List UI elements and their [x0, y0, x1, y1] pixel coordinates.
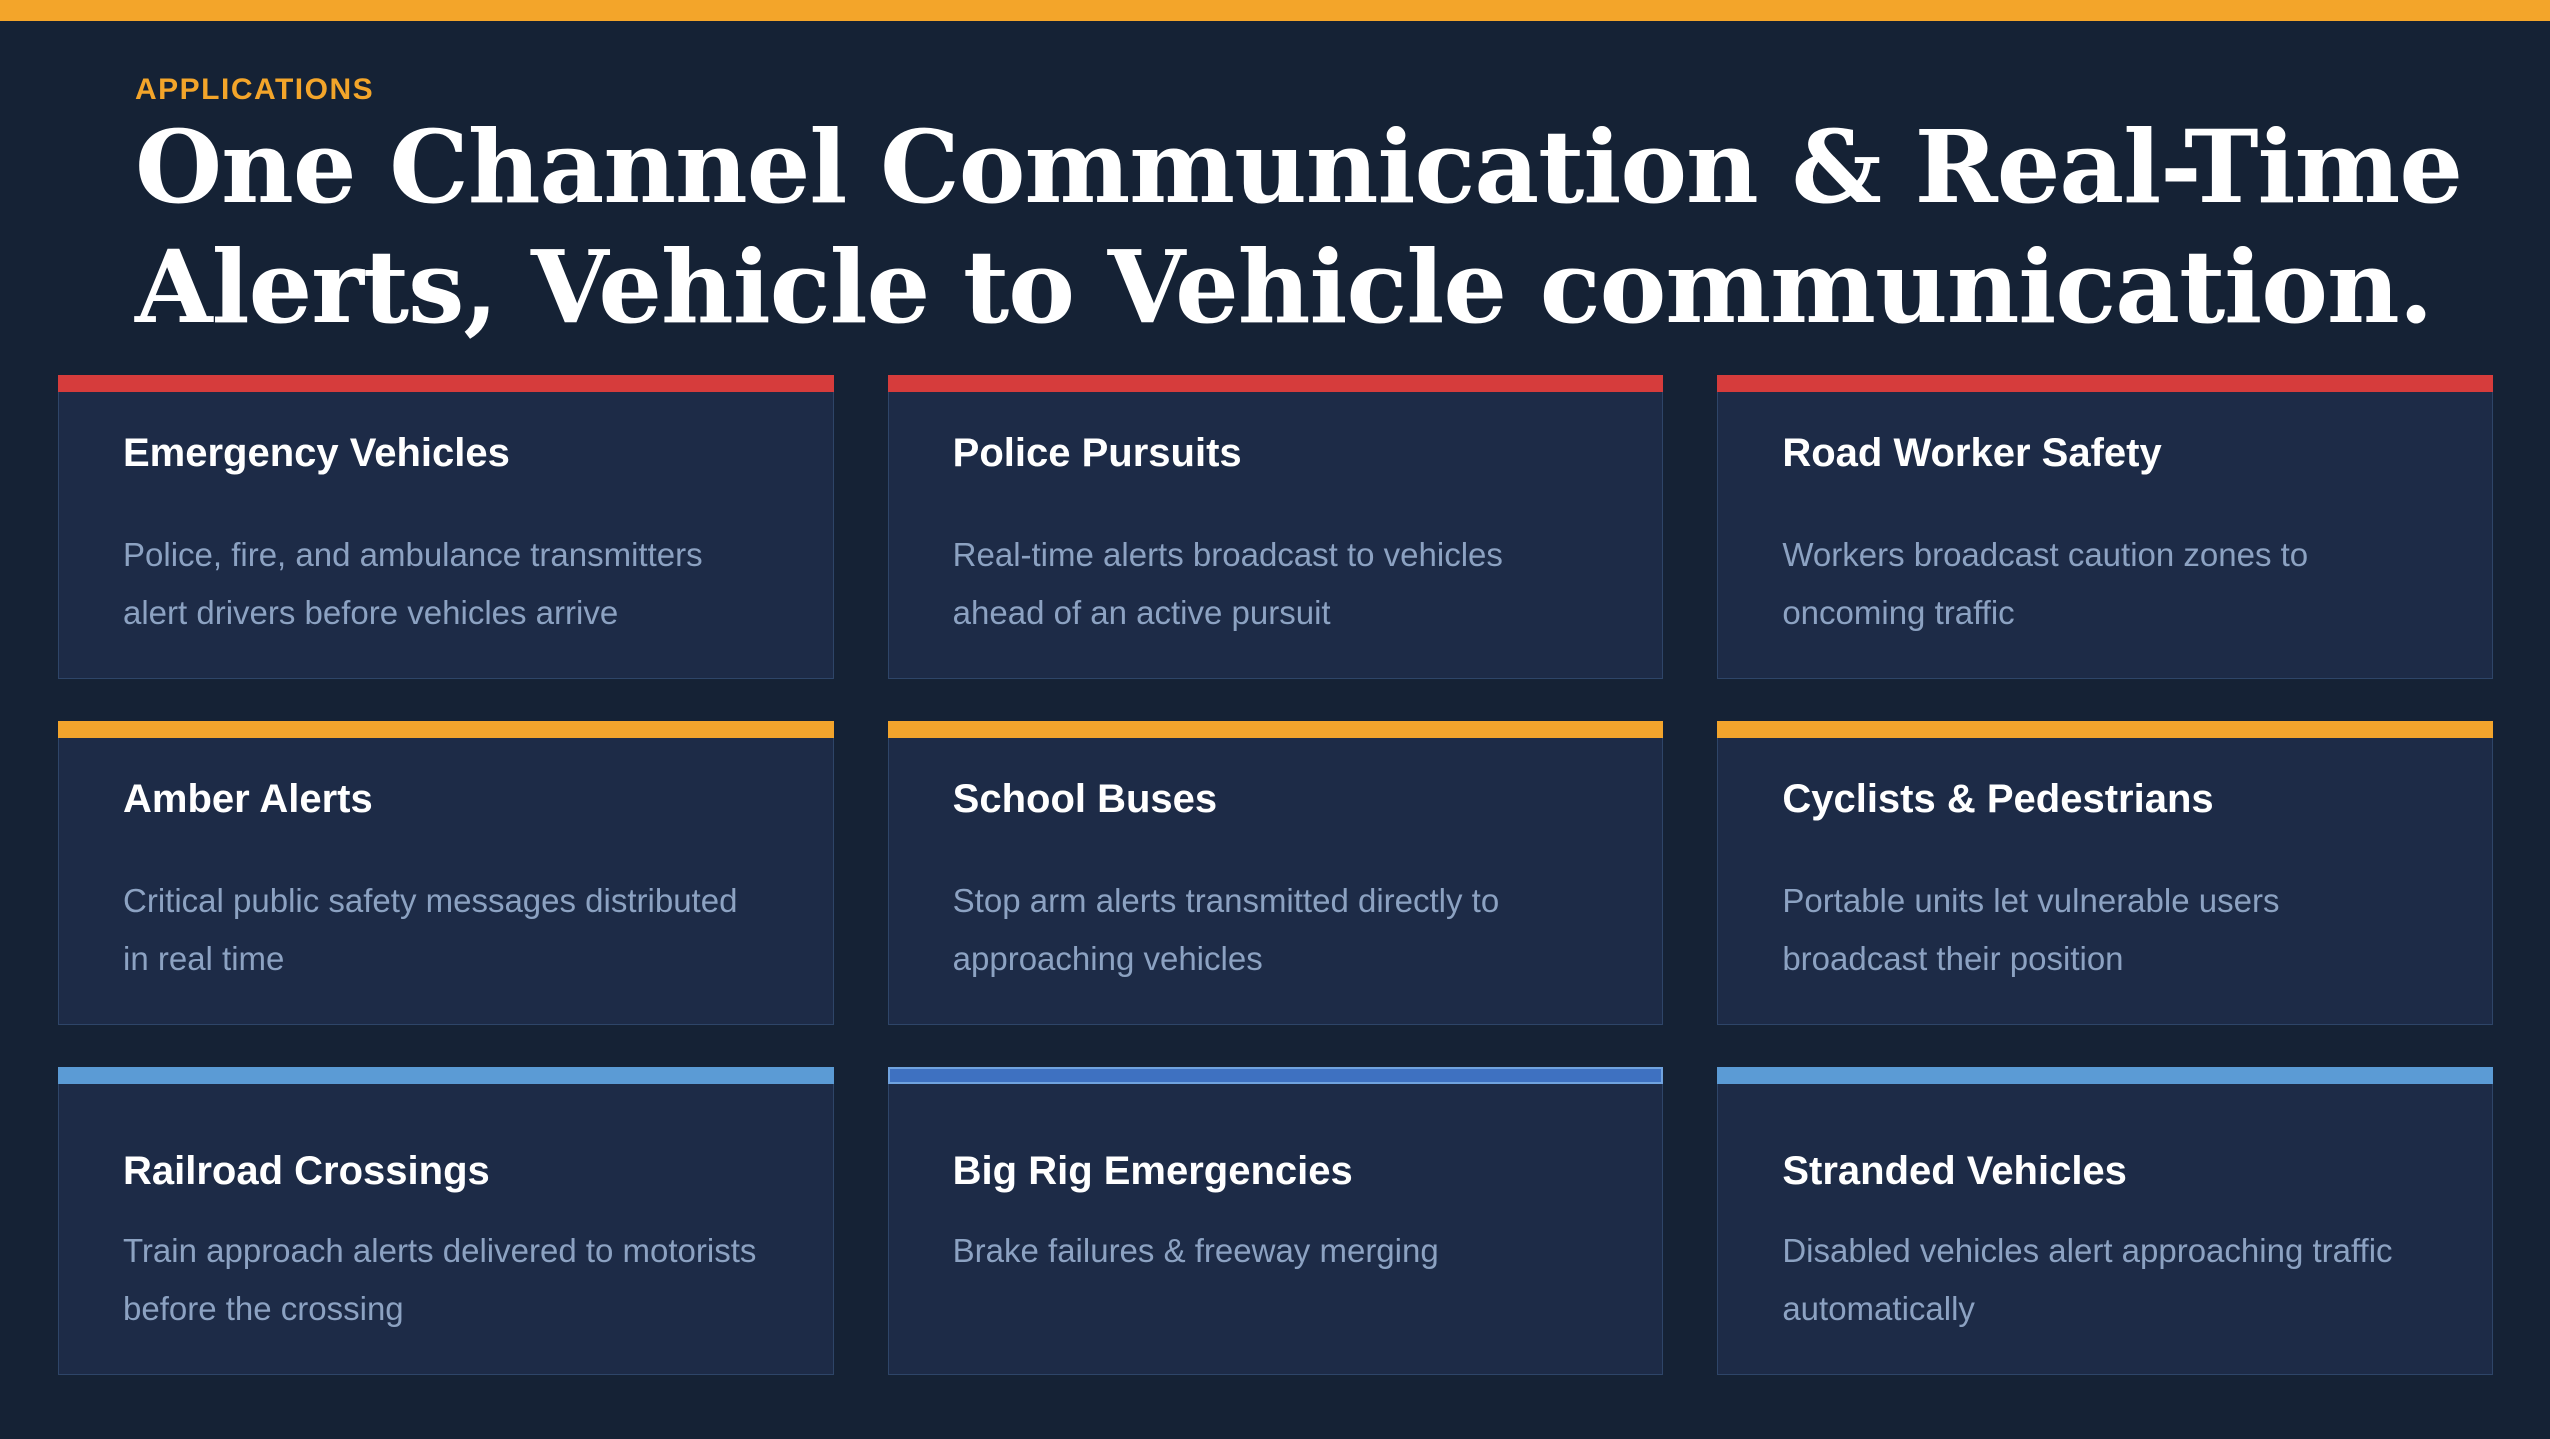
- card-body: [58, 392, 834, 679]
- card-description: Portable units let vulnerable users broadcast their position: [1782, 882, 2280, 977]
- card-accent-bar: [58, 1067, 834, 1084]
- card-body: [58, 1084, 834, 1375]
- cards-grid: [58, 375, 2493, 1375]
- card-title: Emergency Vehicles: [123, 431, 510, 475]
- card-body: [888, 1084, 1664, 1375]
- card-cyclists-pedestrians: [1717, 721, 2493, 1025]
- card-accent-bar: [58, 721, 834, 738]
- card-title: Police Pursuits: [952, 431, 1242, 475]
- card-description: Stop arm alerts transmitted directly to approaching vehicles: [952, 882, 1500, 977]
- card-big-rig-emergencies: [888, 1067, 1664, 1375]
- card-description: Real-time alerts broadcast to vehicles ahead of an active pursuit: [952, 536, 1503, 631]
- card-body: [58, 738, 834, 1025]
- card-description: Disabled vehicles alert approaching traffic automatically: [1782, 1232, 2393, 1327]
- card-description: Brake failures & freeway merging: [952, 1232, 1439, 1269]
- card-school-buses: [888, 721, 1664, 1025]
- top-accent-bar: [0, 0, 2550, 21]
- card-description: Critical public safety messages distributed in real time: [123, 882, 738, 977]
- card-accent-bar: [1717, 1067, 2493, 1084]
- card-title: Road Worker Safety: [1782, 431, 2162, 475]
- card-accent-bar: [1717, 375, 2493, 392]
- card-accent-bar: [58, 375, 834, 392]
- card-body: [1717, 392, 2493, 679]
- card-railroad-crossings: [58, 1067, 834, 1375]
- card-emergency-vehicles: [58, 375, 834, 679]
- card-body: [888, 392, 1664, 679]
- card-title: Amber Alerts: [123, 777, 373, 821]
- card-accent-bar: [888, 721, 1664, 738]
- card-description: Police, fire, and ambulance transmitters alert drivers before vehicles arrive: [123, 536, 703, 631]
- page-header: [0, 73, 2550, 347]
- eyebrow-label: APPLICATIONS: [135, 73, 375, 106]
- card-accent-bar: [888, 375, 1664, 392]
- card-body: [1717, 1084, 2493, 1375]
- card-body: [888, 738, 1664, 1025]
- card-title: School Buses: [952, 777, 1218, 821]
- card-title: Railroad Crossings: [123, 1149, 490, 1193]
- card-title: Cyclists & Pedestrians: [1782, 777, 2214, 821]
- card-accent-bar: [888, 1067, 1664, 1084]
- card-description: Workers broadcast caution zones to oncoming traffic: [1782, 536, 2309, 631]
- card-police-pursuits: [888, 375, 1664, 679]
- card-stranded-vehicles: [1717, 1067, 2493, 1375]
- page-title-line-2: Alerts, Vehicle to Vehicle communication.: [135, 228, 2433, 346]
- card-title: Stranded Vehicles: [1782, 1149, 2127, 1193]
- card-title: Big Rig Emergencies: [952, 1149, 1353, 1193]
- card-description: Train approach alerts delivered to motorists before the crossing: [123, 1232, 757, 1327]
- card-body: [1717, 738, 2493, 1025]
- page-title: [135, 107, 2462, 347]
- card-amber-alerts: [58, 721, 834, 1025]
- page-title-line-1: One Channel Communication & Real-Time: [135, 108, 2462, 226]
- card-accent-bar: [1717, 721, 2493, 738]
- card-road-worker-safety: [1717, 375, 2493, 679]
